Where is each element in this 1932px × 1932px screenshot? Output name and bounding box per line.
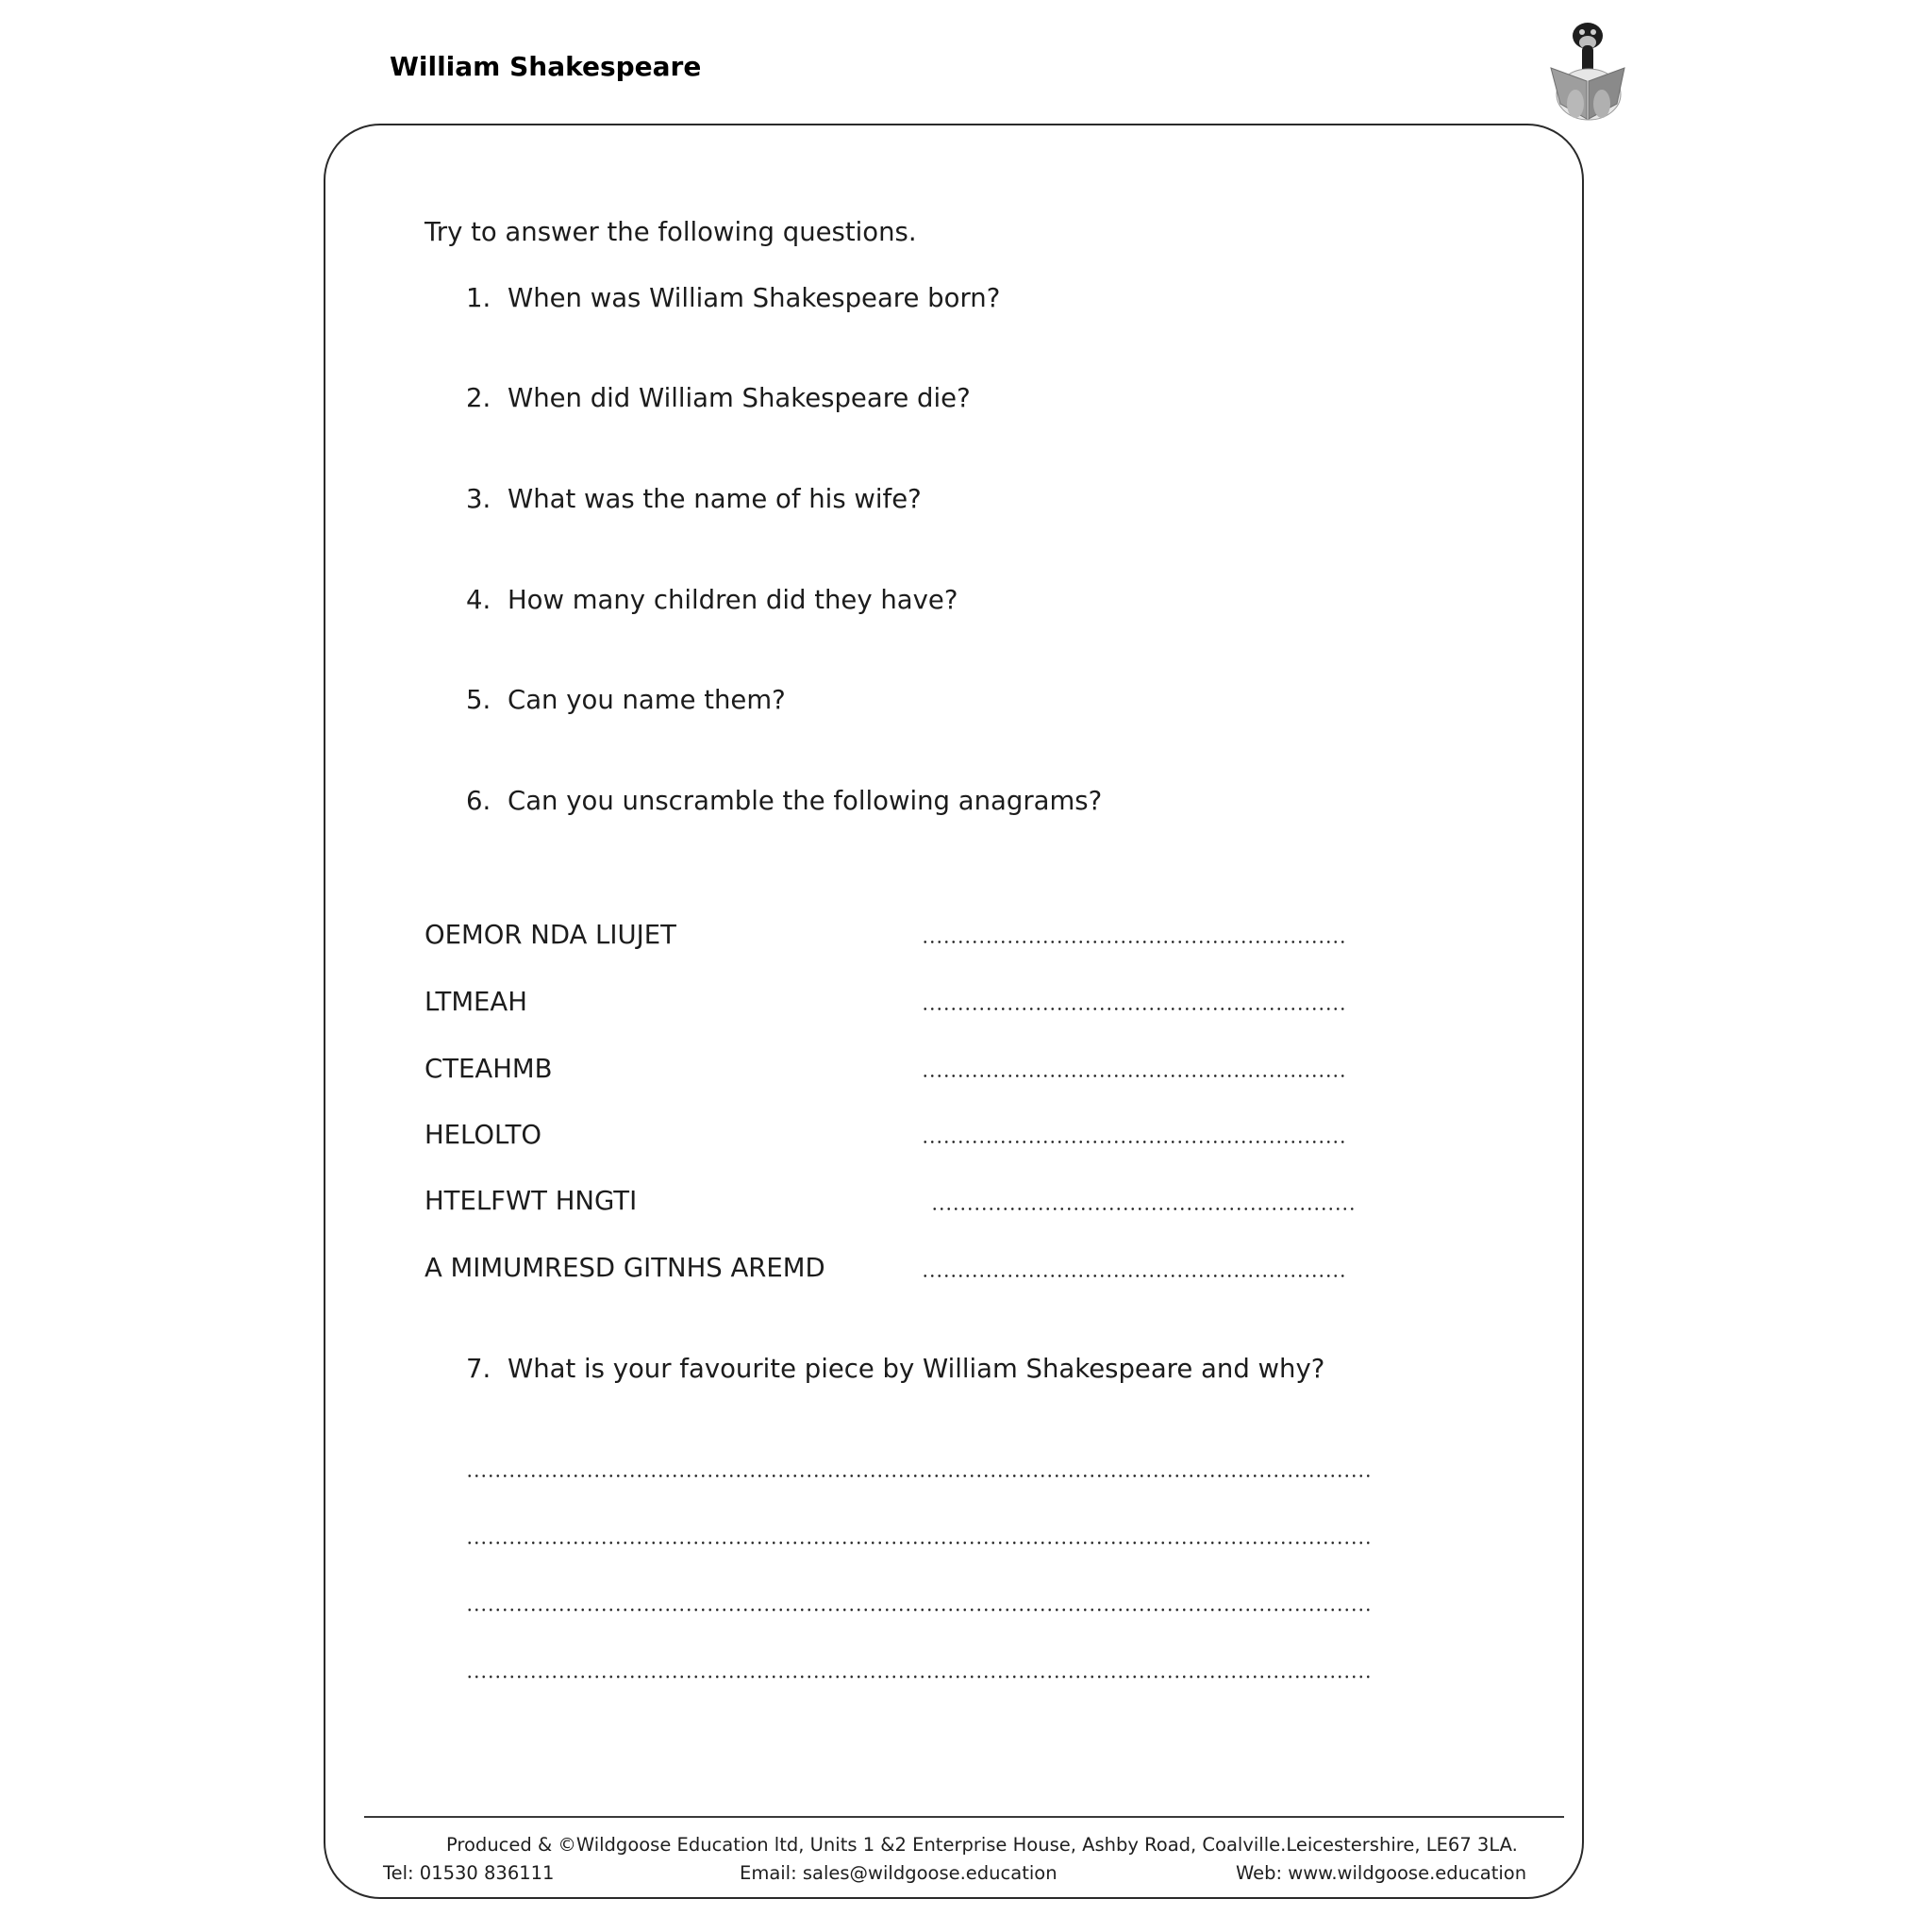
question-number: 3. [466,484,491,514]
question-text: How many children did they have? [508,585,958,615]
question-text: What was the name of his wife? [508,484,922,514]
question-number: 5. [466,685,491,715]
question-7 [466,1354,1324,1384]
question-6 [466,786,1102,816]
anagram-5: HTELFWT HNGTI [425,1186,638,1216]
q7-answer-line-4[interactable] [466,1675,1370,1678]
q7-answer-line-2[interactable] [466,1541,1370,1544]
footer-web: Web: www.wildgoose.education [1236,1862,1527,1884]
question-text: What is your favourite piece by William Shakespeare and why? [508,1354,1325,1384]
instructions-text: Try to answer the following questions. [425,217,917,247]
anagram-5-answer-line[interactable] [931,1208,1357,1210]
question-text: When did William Shakespeare die? [508,383,971,413]
q7-answer-line-1[interactable] [466,1474,1370,1477]
question-number: 1. [466,283,491,313]
footer-tel: Tel: 01530 836111 [383,1862,555,1884]
question-number: 6. [466,786,491,816]
question-number: 2. [466,383,491,413]
question-3 [466,484,922,514]
anagram-3: CTEAHMB [425,1054,553,1084]
anagram-4-answer-line[interactable] [922,1141,1348,1143]
anagram-1: OEMOR NDA LIUJET [425,920,676,950]
anagram-2-answer-line[interactable] [922,1008,1348,1010]
footer-email: Email: sales@wildgoose.education [740,1862,1058,1884]
anagram-4: HELOLTO [425,1120,542,1150]
question-number: 4. [466,585,491,615]
anagram-1-answer-line[interactable] [922,941,1348,943]
footer-address: Produced & ©Wildgoose Education ltd, Units 1 &2 Enterprise House, Ashby Road, Coalville.Leicestershire, LE67 3LA. [446,1834,1518,1856]
anagram-3-answer-line[interactable] [922,1074,1348,1077]
anagram-2: LTMEAH [425,987,527,1017]
question-1 [466,283,1000,313]
worksheet-title: William Shakespeare [390,51,702,82]
q7-answer-line-3[interactable] [466,1608,1370,1611]
goose-reading-book-icon [1549,17,1628,121]
question-text: Can you name them? [508,685,786,715]
question-text: Can you unscramble the following anagrams? [508,786,1103,816]
question-4 [466,585,958,615]
anagram-6: A MIMUMRESD GITNHS AREMD [425,1253,825,1283]
question-text: When was William Shakespeare born? [508,283,1001,313]
question-number: 7. [466,1354,491,1384]
question-5 [466,685,786,715]
anagram-6-answer-line[interactable] [922,1274,1348,1277]
question-2 [466,383,971,413]
footer-divider [364,1816,1564,1818]
